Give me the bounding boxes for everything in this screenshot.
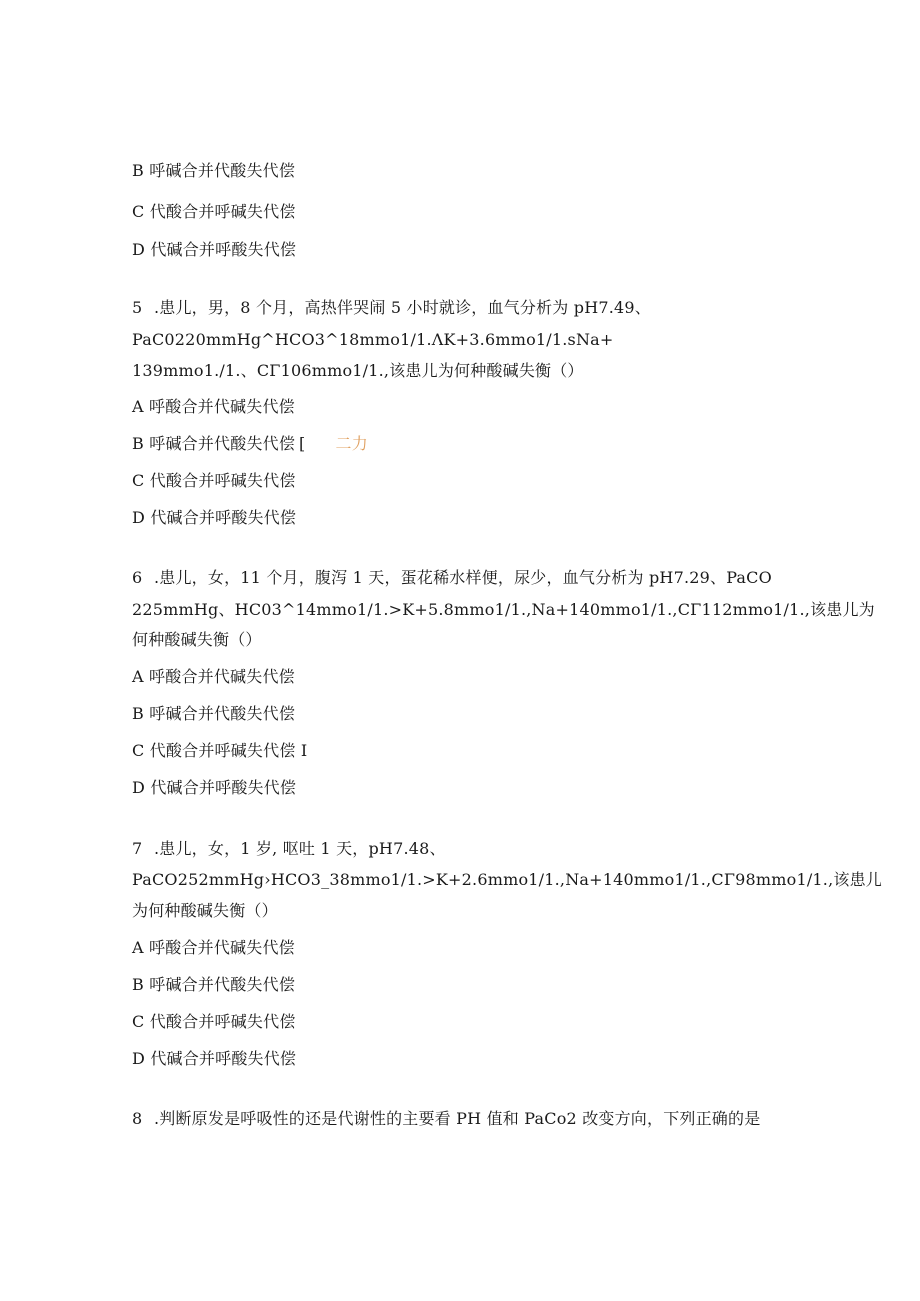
question-5-number: 5 xyxy=(132,298,143,317)
question-6-option-c: C 代酸合并呼碱失代偿 I xyxy=(132,741,308,760)
option-c-prev: C 代酸合并呼碱失代偿 xyxy=(132,202,296,221)
question-7-option-b: B 呼碱合并代酸失代偿 xyxy=(132,975,296,994)
question-6-option-d: D 代碱合并呼酸失代偿 xyxy=(132,778,297,797)
question-7-line-2: PaCO252mmHg›HCO3_38mmo1/1.>K+2.6mmo1/1.,Na+140mmo1/1.,CΓ98mmo1/1.,该患儿 xyxy=(132,870,882,889)
question-5-line-1 xyxy=(132,298,651,318)
question-5-option-d: D 代碱合并呼酸失代偿 xyxy=(132,508,297,527)
question-5-option-c: C 代酸合并呼碱失代偿 xyxy=(132,471,296,490)
question-7-line-1 xyxy=(132,839,446,859)
question-5-line-2: PaC0220mmHg^HCO3^18mmo1/1.ΛK+3.6mmo1/1.sNa+ xyxy=(132,330,614,349)
question-8-text: .判断原发是呼吸性的还是代谢性的主要看 PH 值和 PaCo2 改变方向，下列正确的是 xyxy=(154,1109,761,1128)
question-6-line-1 xyxy=(132,568,772,588)
question-6-text: .患儿，女，11 个月，腹泻 1 天，蛋花稀水样便，尿少，血气分析为 pH7.29、PaCO xyxy=(154,568,772,587)
option-d-prev: D 代碱合并呼酸失代偿 xyxy=(132,240,297,259)
question-6-line-2: 225mmHg、HC03^14mmo1/1.>K+5.8mmo1/1.,Na+140mmo1/1.,CΓ112mmo1/1.,该患儿为 xyxy=(132,600,875,619)
question-7-number: 7 xyxy=(132,839,143,858)
question-6-option-a: A 呼酸合并代碱失代偿 xyxy=(132,667,295,686)
question-7-line-3: 为何种酸碱失衡（） xyxy=(132,901,278,920)
question-8-number: 8 xyxy=(132,1109,143,1128)
question-7-option-d: D 代碱合并呼酸失代偿 xyxy=(132,1049,297,1068)
question-6-number: 6 xyxy=(132,568,143,587)
question-5-text: .患儿，男，8 个月，高热伴哭闹 5 小时就诊，血气分析为 pH7.49、 xyxy=(154,298,652,317)
question-5-option-b-mark: [ xyxy=(299,434,306,453)
question-7-text: .患儿，女，1 岁, 呕吐 1 天，pH7.48、 xyxy=(154,839,446,858)
question-5-handwritten-note: 二力 xyxy=(335,434,368,453)
question-5-line-3: 139mmo1./1.、CΓ106mmo1/1.,该患儿为何种酸碱失衡（） xyxy=(132,361,584,380)
question-5-option-a: A 呼酸合并代碱失代偿 xyxy=(132,397,295,416)
question-7-option-a: A 呼酸合并代碱失代偿 xyxy=(132,938,295,957)
question-7-option-c: C 代酸合并呼碱失代偿 xyxy=(132,1012,296,1031)
question-5-option-b-text: B 呼碱合并代酸失代偿 xyxy=(132,434,296,453)
option-b-prev: B 呼碱合并代酸失代偿 xyxy=(132,161,296,180)
question-6-line-3: 何种酸碱失衡（） xyxy=(132,630,262,649)
question-5-option-b xyxy=(132,434,368,454)
question-6-option-b: B 呼碱合并代酸失代偿 xyxy=(132,704,296,723)
question-8-line-1 xyxy=(132,1109,760,1129)
